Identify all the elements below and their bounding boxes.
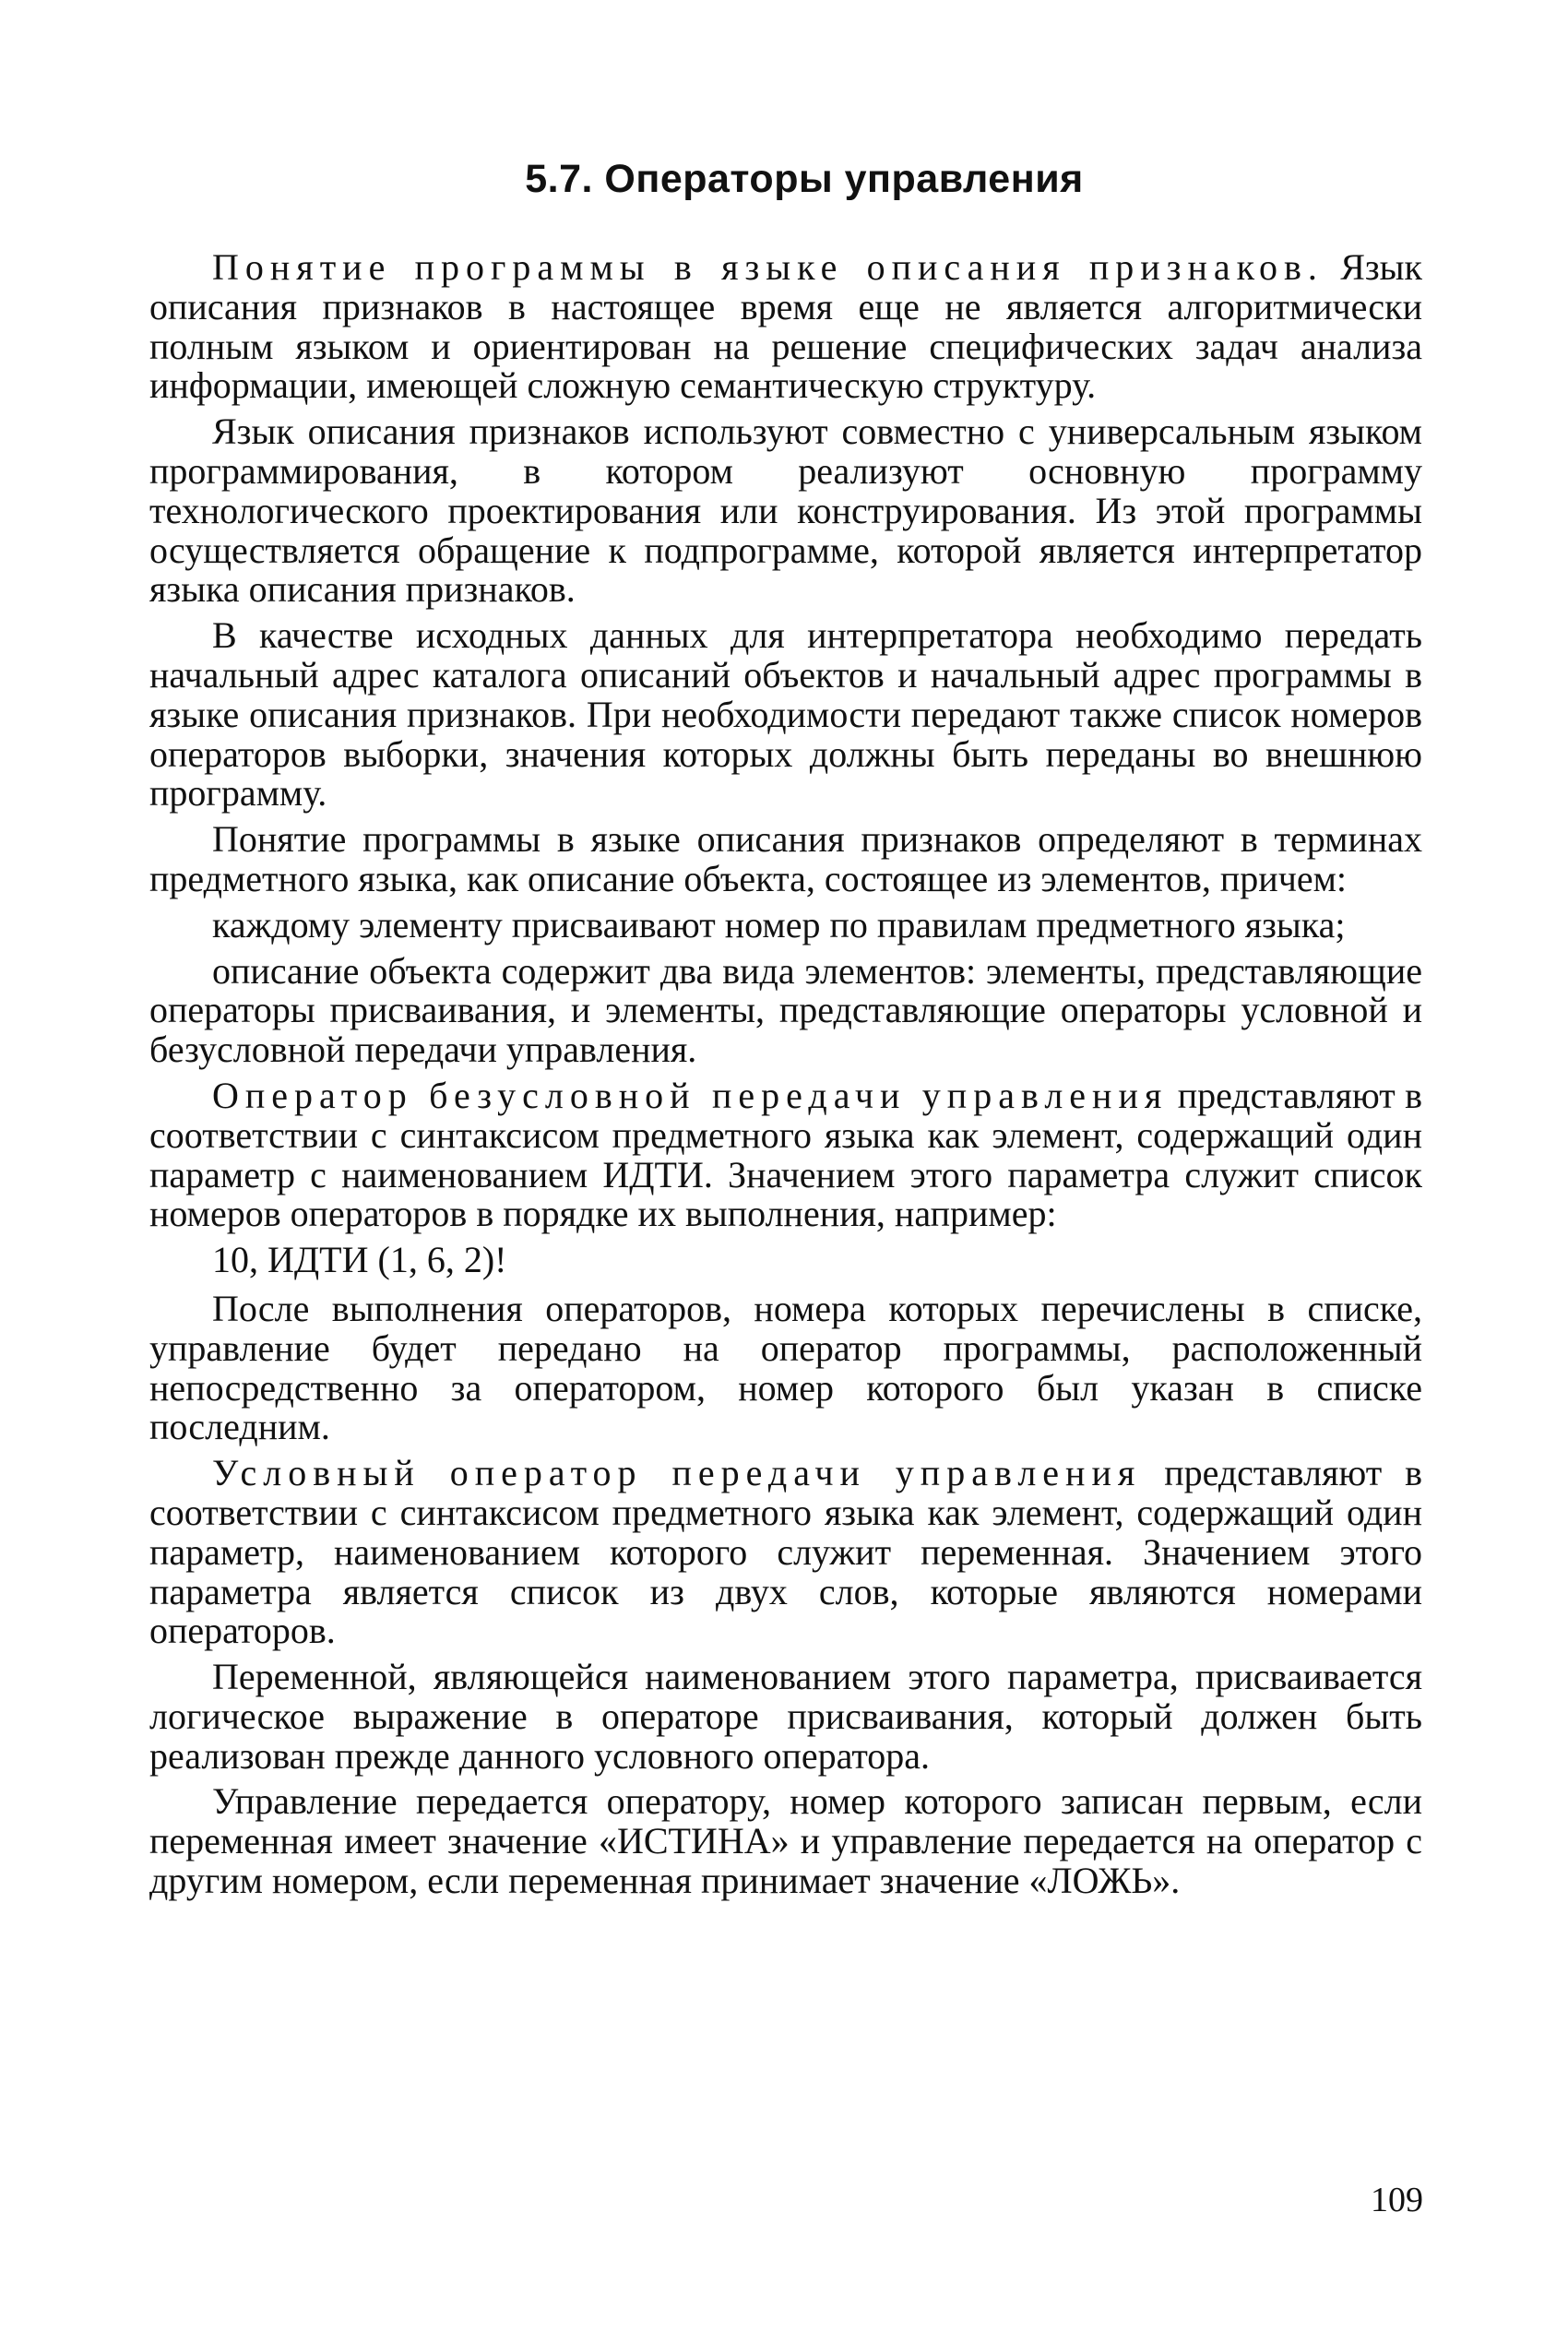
paragraph-program-definition: Понятие программы в языке описания признаков определяют в терминах предметного языка, как описание объекта, состоящее из элементов, причем: [149,818,1422,899]
list-item-element-number: каждому элементу присваивают номер по правилам предметного языка; [212,903,1346,946]
paragraph-text: представляют в соответствии с синтаксисом предметного языка как элемент, содержащий один параметр, наименованием которого служит переменная. Значением этого параметра является список из двух слов, которые являются номерами операторов. [149,1452,1423,1652]
paragraph-conditional-jump [149,1454,1422,1651]
spaced-lead-phrase: Понятие программы в языке описания признаков. [212,246,1324,288]
page-content [149,157,1422,1908]
section-heading: 5.7. Операторы управления [525,157,1084,201]
paragraph-universal-language: Язык описания признаков используют совместно с универсальным языком программирования, в котором реализуют основную программу технологического проектирования или конструирования. Из этой программы осуществляется обращение к подпрограмме, которой является интерпретатор языка описания признаков. [149,410,1422,611]
page-number: 109 [1371,2181,1423,2219]
paragraph-after-execution: После выполнения операторов, номера которых перечислены в списке, управление будет передано на оператор программы, расположенный непосредственно за оператором, номер которого был указан в списке последним. [149,1287,1422,1448]
paragraph-input-data: В качестве исходных данных для интерпретатора необходимо передать начальный адрес каталога описаний объектов и начальный адрес программы в языке описания признаков. При необходимости передают также список номеров операторов выборки, значения которых должны быть переданы во внешнюю программу. [149,614,1422,815]
paragraph-program-concept [149,248,1422,406]
spaced-lead-phrase: Условный оператор передачи управления [212,1452,1142,1494]
spaced-lead-phrase: Оператор безусловной передачи управления [212,1074,1169,1116]
paragraph-unconditional-jump [149,1076,1422,1234]
list-item-element-types: описание объекта содержит два вида элементов: элементы, представляющие операторы присваивания, и элементы, представляющие операторы условной и безусловной передачи управления. [149,949,1422,1071]
paragraph-variable-assignment: Переменной, являющейся наименованием этого параметра, присваивается логическое выражение в операторе присваивания, который должен быть реализован прежде данного условного оператора. [149,1656,1422,1777]
paragraph-text: Язык описания признаков в настоящее время еще не является алгоритмически полным языком и ориентирован на решение специфических задач анализа информации, имеющей сложную семантическую структуру. [149,246,1422,407]
code-example: 10, ИДТИ (1, 6, 2)! [212,1239,507,1281]
paragraph-text: представляют в соответствии с синтаксисом предметного языка как элемент, содержащий один параметр с наименованием ИДТИ. Значением этого параметра служит список номеров операторов в порядке их выполнения, например: [149,1074,1423,1235]
paragraph-control-transfer: Управление передается оператору, номер которого записан первым, если переменная имеет значение «ИСТИНА» и управление передается на оператор с другим номером, если переменная принимает значение «ЛОЖЬ». [149,1780,1422,1902]
